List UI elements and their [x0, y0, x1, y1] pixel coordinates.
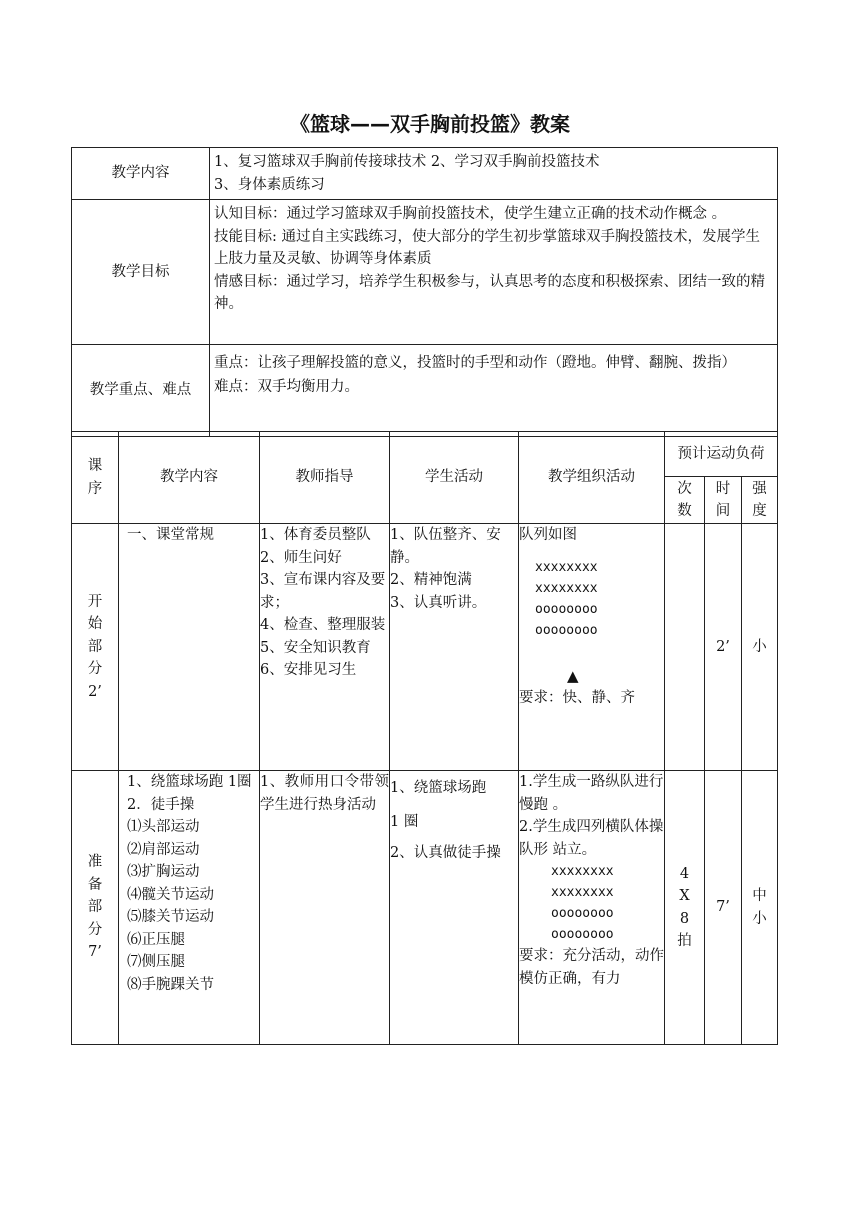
row-count-char: 拍 [677, 933, 692, 949]
keypoint-line: 难点：双手均衡用力。 [214, 379, 359, 395]
keypoint-line: 重点：让孩子理解投篮的意义，投篮时的手型和动作（蹬地。伸臂、翻腕、拨指） [214, 355, 736, 371]
content-item: ⑵肩部运动 [127, 841, 200, 858]
spacer [519, 547, 664, 557]
content-item: ⑶扩胸运动 [127, 864, 200, 880]
header-time-char: 间 [715, 503, 731, 519]
formation-row: xxxxxxxx [535, 559, 598, 575]
formation-row: xxxxxxxx [551, 885, 614, 900]
content-item: ⑻手腕踝关节 [127, 976, 214, 993]
student-item: 2、认真做徒手操 [390, 845, 501, 861]
row-order [72, 524, 119, 771]
row-order-char: 部 [87, 899, 103, 916]
teacher-item: 4、检查、整理服装 [260, 617, 386, 633]
row-intensity [742, 771, 778, 1045]
row-time: 2’ [705, 524, 742, 771]
row-student [390, 524, 519, 771]
row-count-char: 8 [679, 910, 690, 927]
content-line: 1、复习篮球双手胸前传接球技术 2、学习双手胸前投篮技术 [214, 154, 600, 170]
row-time: 7’ [705, 771, 742, 1045]
content-item: ⑴头部运动 [127, 819, 200, 835]
row-organization [519, 771, 665, 1045]
row-order [72, 771, 119, 1045]
row-count [665, 771, 705, 1045]
header-order-char: 课 [87, 458, 103, 474]
page-title: 《篮球——双手胸前投篮》教案 [290, 112, 570, 136]
header-time-char: 时 [715, 480, 731, 497]
keypoints-label: 教学重点、难点 [72, 345, 210, 437]
header-count-char: 数 [677, 503, 692, 519]
formation-row: oooooooo [551, 927, 614, 942]
header-teacher: 教师指导 [260, 432, 390, 524]
table-row [72, 524, 778, 771]
formation-row: oooooooo [535, 601, 598, 617]
row-order-char: 2’ [88, 683, 102, 700]
spacer [519, 641, 664, 665]
organization-line: 2.学生成四列横队体操队形 站立。 [519, 819, 664, 858]
goals-cell [210, 200, 778, 345]
row-teacher [260, 771, 390, 1045]
row-order-char: 备 [87, 876, 103, 893]
header-count-char: 次 [677, 480, 692, 497]
content-label: 教学内容 [72, 148, 210, 200]
organization-line: 1.学生成一路纵队进行慢跑 。 [519, 774, 664, 813]
content-cell [210, 148, 778, 200]
header-order [72, 432, 119, 524]
header-time [705, 477, 742, 524]
formation-row: oooooooo [535, 622, 598, 638]
teacher-item: 1、体育委员整队 [260, 527, 371, 543]
row-intensity: 小 [742, 524, 778, 771]
student-item: 1、队伍整齐、安静。 [390, 527, 501, 566]
row-order-char: 分 [87, 921, 103, 938]
student-item: 1、绕篮球场跑 [390, 780, 487, 796]
content-item: ⑸膝关节运动 [127, 909, 214, 925]
organization-requirement: 要求：充分活动，动作模仿正确，有力 [519, 948, 664, 987]
header-load: 预计运动负荷 [665, 432, 778, 477]
lesson-table [71, 431, 778, 1045]
row-organization [519, 524, 665, 771]
teacher-item: 6、安排见习生 [260, 662, 357, 678]
content-item: 2．徒手操 [127, 796, 195, 813]
content-item: 1、绕篮球场跑 1圈 [127, 774, 252, 790]
row-order-char: 准 [87, 854, 103, 871]
teacher-item: 2、师生问好 [260, 549, 342, 566]
student-item: 1 圈 [390, 814, 419, 830]
organization-intro: 队列如图 [519, 527, 577, 543]
content-line: 3、身体素质练习 [214, 176, 325, 193]
row-order-char: 分 [87, 661, 103, 678]
row-count [665, 524, 705, 771]
formation-row: xxxxxxxx [535, 580, 598, 596]
header-intensity-char: 度 [752, 503, 767, 519]
row-intensity-char: 小 [752, 910, 767, 927]
info-table [71, 147, 778, 437]
table-row [72, 771, 778, 1045]
row-student [390, 771, 519, 1045]
content-item: 一、课堂常规 [127, 527, 214, 543]
row-intensity-char: 中 [752, 888, 767, 904]
header-organization: 教学组织活动 [519, 432, 665, 524]
organization-requirement: 要求：快、静、齐 [519, 690, 635, 706]
teacher-position-icon: ▲ [567, 666, 579, 685]
teacher-item: 1、教师用口令带领学生进行热身活动 [260, 774, 389, 813]
header-order-char: 序 [87, 480, 103, 497]
teacher-item: 3、宣布课内容及要求； [260, 572, 386, 611]
row-content [119, 771, 260, 1045]
goal-line: 情感目标：通过学习，培养学生积极参与，认真思考的态度和积极探索、团结一致的精神。 [214, 273, 765, 312]
formation-row: xxxxxxxx [551, 864, 614, 879]
row-count-char: 4 [679, 865, 690, 882]
header-intensity [742, 477, 778, 524]
row-order-char: 部 [87, 638, 103, 655]
student-item: 3、认真听讲。 [390, 594, 487, 611]
goal-line: 技能目标: 通过自主实践练习，使大部分的学生初步掌篮球双手胸投篮技术，发展学生上肢力量及灵敏、协调等身体素质 [214, 228, 760, 267]
content-item: ⑺侧压腿 [127, 954, 185, 970]
formation-row: oooooooo [551, 906, 614, 921]
content-item: ⑷髋关节运动 [127, 886, 214, 903]
row-order-char: 始 [87, 616, 103, 633]
header-student: 学生活动 [390, 432, 519, 524]
row-content [119, 524, 260, 771]
header-intensity-char: 强 [752, 480, 767, 497]
row-teacher [260, 524, 390, 771]
row-count-char: X [679, 888, 690, 904]
goal-line: 认知目标：通过学习篮球双手胸前投篮技术，使学生建立正确的技术动作概念 。 [214, 206, 727, 222]
row-order-char: 开 [87, 593, 103, 610]
row-order-char: 7’ [88, 944, 102, 961]
header-count [665, 477, 705, 524]
student-item: 2、精神饱满 [390, 572, 472, 588]
goals-label: 教学目标 [72, 200, 210, 345]
keypoints-cell [210, 345, 778, 437]
header-content: 教学内容 [119, 432, 260, 524]
teacher-item: 5、安全知识教育 [260, 639, 371, 656]
content-item: ⑹正压腿 [127, 931, 185, 948]
